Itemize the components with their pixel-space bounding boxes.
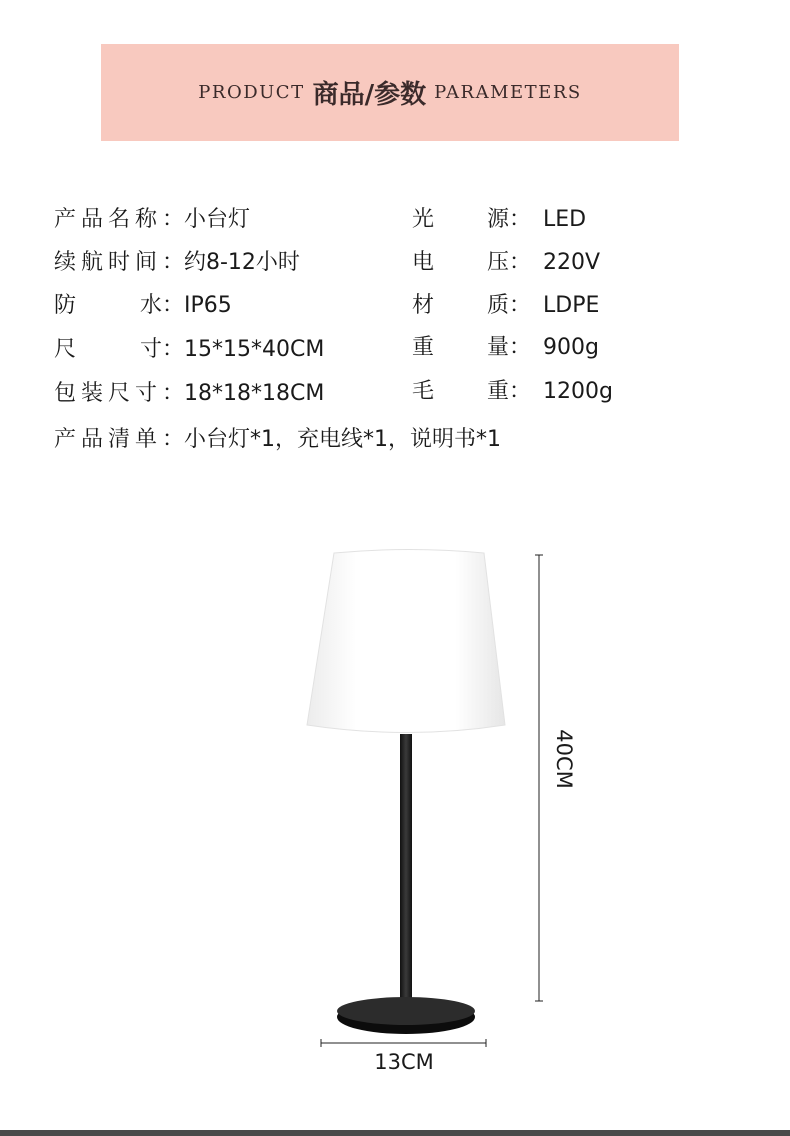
lamp-shade	[307, 550, 505, 733]
lamp-base-top	[337, 997, 475, 1025]
param-label: 重 量：	[412, 335, 531, 360]
header-title-cn: 商品/参数	[312, 80, 427, 110]
height-dimension-label: 40CM	[552, 729, 576, 789]
param-label: 产 品 清 单 ：	[54, 427, 184, 452]
param-label: 电 压：	[412, 250, 531, 275]
header-en-left: PRODUCT	[198, 82, 305, 103]
param-label: 尺 寸：	[54, 337, 184, 362]
param-value: 220V	[543, 250, 601, 275]
param-label: 包 装 尺 寸 ：	[54, 381, 184, 406]
lamp-pole	[400, 734, 412, 1006]
param-value: 900g	[543, 335, 599, 360]
param-value: 小台灯	[184, 207, 251, 232]
param-label: 防 水：	[54, 293, 184, 318]
param-value: LDPE	[543, 293, 600, 318]
param-value: IP65	[184, 293, 232, 318]
param-value: 约8-12小时	[184, 250, 300, 275]
bottom-divider	[0, 1130, 790, 1136]
param-label: 材 质：	[412, 293, 531, 318]
param-label: 续 航 时 间 ：	[54, 250, 184, 275]
width-dimension-label: 13CM	[374, 1050, 434, 1074]
param-label: 产 品 名 称 ：	[54, 207, 184, 232]
param-value: 小台灯*1，充电线*1，说明书*1	[184, 427, 501, 452]
header-en-right: PARAMETERS	[434, 82, 582, 103]
param-value: LED	[543, 207, 587, 232]
param-value: 15*15*40CM	[184, 337, 325, 362]
param-value: 1200g	[543, 379, 613, 404]
param-label: 光 源：	[412, 207, 531, 232]
param-label: 毛 重：	[412, 379, 531, 404]
param-value: 18*18*18CM	[184, 381, 325, 406]
